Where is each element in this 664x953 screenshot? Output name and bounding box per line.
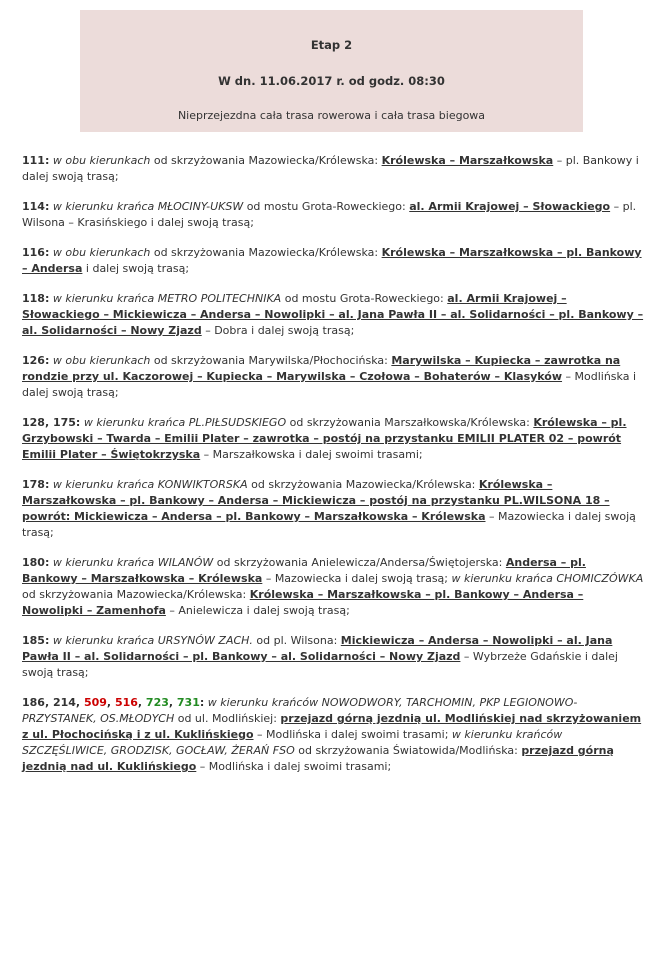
entry-text: od skrzyżowania Światowida/Modlińska: [294, 744, 522, 757]
route-detour: przejazd górną jezdnią nad ul. Kuklińskiego [22, 744, 614, 773]
entry-text: – Wybrzeże Gdańskie i dalej swoją trasą; [22, 650, 618, 679]
entry-text: od mostu Grota-Roweckiego: [281, 292, 448, 305]
direction-text: w kierunku krańca METRO POLITECHNIKA [52, 292, 282, 305]
entry-text: i dalej swoją trasą; [82, 262, 190, 275]
line-number: 509 [83, 696, 107, 709]
route-detour: al. Armii Krajowej – Słowackiego [409, 200, 611, 213]
entry-text: od skrzyżowania Anielewicza/Andersa/Świętojerska: [213, 556, 506, 569]
direction-text: w kierunku krańca MŁOCINY-UKSW [52, 200, 244, 213]
line-number: 118: [22, 292, 50, 305]
line-number: 128, 175: [22, 416, 81, 429]
route-detour: Mickiewicza – Andersa – Nowolipki – al. Jana Pawła II – al. Solidarności – pl. Bankowy – al. Solidarności – Nowy Zjazd [22, 634, 613, 663]
route-entry [22, 633, 644, 681]
entry-text: od skrzyżowania Marywilska/Płochocińska: [150, 354, 392, 367]
direction-text: w kierunku krańców NOWODWORY, TARCHOMIN, PKP LEGIONOWO-PRZYSTANEK, OS.MŁODYCH [22, 696, 578, 725]
entry-text: od skrzyżowania Mazowiecka/Królewska: [247, 478, 479, 491]
route-entry [22, 153, 644, 185]
line-number: : [199, 696, 205, 709]
route-entry [22, 291, 644, 339]
line-number: , [106, 696, 115, 709]
line-number: 516 [114, 696, 138, 709]
entry-text: od skrzyżowania Mazowiecka/Królewska: [150, 246, 382, 259]
line-number: , [168, 696, 177, 709]
entry-text: od skrzyżowania Mazowiecka/Królewska: [150, 154, 382, 167]
entry-text: – pl. Bankowy i dalej swoją trasą; [22, 154, 639, 183]
route-detour: Królewska – pl. Grzybowski – Twarda – Emilii Plater – zawrotka – postój na przystanku EMILII PLATER 02 – powrót Emilii Plater – Świętokrzyska [22, 416, 627, 461]
entry-text: – Modlińska i dalej swoimi trasami; [196, 760, 392, 773]
entry-text: od pl. Wilsona: [252, 634, 341, 647]
entry-text: od skrzyżowania Marszałkowska/Królewska: [286, 416, 534, 429]
direction-text: w kierunku krańca PL.PIŁSUDSKIEGO [83, 416, 287, 429]
route-detour: Królewska – Marszałkowska – pl. Bankowy – Andersa [22, 246, 642, 275]
route-detour: Królewska – Marszałkowska [381, 154, 554, 167]
entry-text: – Marszałkowska i dalej swoimi trasami; [200, 448, 423, 461]
entry-text: – Modlińska i dalej swoją trasą; [22, 370, 637, 399]
entry-text: – Anielewicza i dalej swoją trasą; [165, 604, 350, 617]
stage-note: Nieprzejezdna cała trasa rowerowa i cała trasa biegowa [177, 109, 486, 122]
direction-text: w obu kierunkach [52, 354, 151, 367]
line-number: 114: [22, 200, 50, 213]
direction-text: w kierunku krańca KONWIKTORSKA [52, 478, 248, 491]
route-changes-list [22, 153, 644, 789]
line-number: 180: [22, 556, 50, 569]
line-number: 186, 214, [22, 696, 84, 709]
route-detour: al. Armii Krajowej – Słowackiego – Mickiewicza – Andersa – Nowolipki – al. Jana Pawła II – al. Solidarności – pl. Bankowy – al. Solidarności – Nowy Zjazd [22, 292, 644, 337]
entry-text: od mostu Grota-Roweckiego: [243, 200, 410, 213]
route-detour: Marywilska – Kupiecka – zawrotka na rondzie przy ul. Kaczorowej – Kupiecka – Marywilska – Czołowa – Bohaterów – Klasyków [22, 354, 621, 383]
stage-header-box [80, 10, 583, 132]
route-entry [22, 353, 644, 401]
route-detour: Królewska – Marszałkowska – pl. Bankowy – Andersa – Mickiewicza – postój na przystanku PL.WILSONA 18 – powrót: Mickiewicza – Andersa – pl. Bankowy – Marszałkowska – Królewska [22, 478, 610, 523]
direction-text: w kierunku krańca CHOMICZÓWKA [451, 572, 644, 585]
line-number: 178: [22, 478, 50, 491]
entry-text: – Mazowiecka i dalej swoją trasą; [262, 572, 452, 585]
line-number: 116: [22, 246, 50, 259]
route-entry [22, 477, 644, 541]
route-entry [22, 555, 644, 619]
direction-text: w kierunku krańców SZCZĘŚLIWICE, GRODZISK, GOCŁAW, ŻERAŃ FSO [22, 728, 563, 757]
direction-text: w obu kierunkach [52, 154, 151, 167]
direction-text: w obu kierunkach [52, 246, 151, 259]
line-number: 126: [22, 354, 50, 367]
route-detour: Andersa – pl. Bankowy – Marszałkowska – Królewska [22, 556, 586, 585]
entry-text: – pl. Wilsona – Krasińskiego i dalej swoją trasą; [22, 200, 637, 229]
line-number: 111: [22, 154, 50, 167]
stage-title: Etap 2 [310, 38, 353, 52]
direction-text: w kierunku krańca WILANÓW [52, 556, 214, 569]
entry-text: – Mazowiecka i dalej swoją trasą; [22, 510, 636, 539]
line-number: 723 [145, 696, 169, 709]
direction-text: w kierunku krańca URSYNÓW ZACH. [52, 634, 253, 647]
line-number: 185: [22, 634, 50, 647]
route-entry [22, 695, 644, 775]
line-number: 731 [176, 696, 200, 709]
route-entry [22, 199, 644, 231]
line-number: , [137, 696, 146, 709]
route-entry [22, 415, 644, 463]
stage-date: W dn. 11.06.2017 r. od godz. 08:30 [218, 74, 445, 88]
entry-text: od skrzyżowania Mazowiecka/Królewska: [22, 588, 250, 601]
route-detour: przejazd górną jezdnią ul. Modlińskiej nad skrzyżowaniem z ul. Płochocińską i z ul. Kuklińskiego [22, 712, 642, 741]
entry-text: od ul. Modlińskiej: [174, 712, 281, 725]
entry-text: – Modlińska i dalej swoimi trasami; [253, 728, 452, 741]
route-entry [22, 245, 644, 277]
route-detour: Królewska – Marszałkowska – pl. Bankowy – Andersa – Nowolipki – Zamenhofa [22, 588, 584, 617]
entry-text: – Dobra i dalej swoją trasą; [201, 324, 355, 337]
